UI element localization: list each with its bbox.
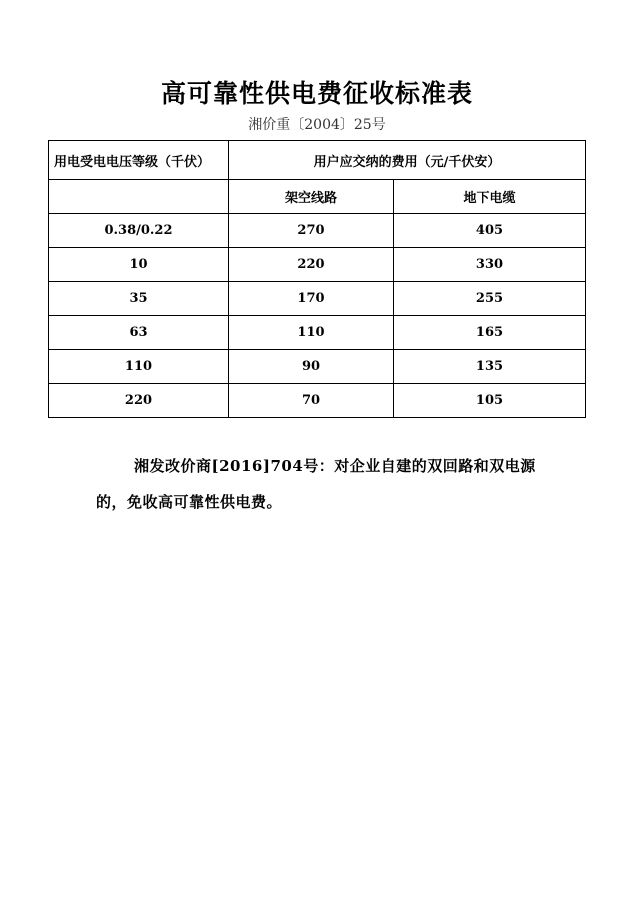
table-subheader-row xyxy=(49,180,586,214)
overhead-fee-cell: 220 xyxy=(229,248,394,282)
cable-fee-cell: 105 xyxy=(394,384,586,418)
overhead-fee-cell: 170 xyxy=(229,282,394,316)
cable-fee-cell: 405 xyxy=(394,214,586,248)
table-row xyxy=(49,350,586,384)
voltage-cell: 110 xyxy=(49,350,229,384)
table-row xyxy=(49,384,586,418)
overhead-fee-cell: 270 xyxy=(229,214,394,248)
voltage-cell: 10 xyxy=(49,248,229,282)
table-header-row xyxy=(49,141,586,180)
overhead-fee-cell: 90 xyxy=(229,350,394,384)
voltage-cell: 220 xyxy=(49,384,229,418)
overhead-fee-cell: 70 xyxy=(229,384,394,418)
exemption-note: 湘发改价商[2016]704号：对企业自建的双回路和双电源的，免收高可靠性供电费。 xyxy=(96,457,536,511)
cable-fee-cell: 135 xyxy=(394,350,586,384)
fee-header: 用户应交纳的费用（元/千伏安） xyxy=(229,141,586,180)
cable-fee-cell: 255 xyxy=(394,282,586,316)
document-number: 湘价重〔2004〕25号 xyxy=(248,117,386,133)
overhead-fee-cell: 110 xyxy=(229,316,394,350)
cable-fee-cell: 165 xyxy=(394,316,586,350)
voltage-cell: 0.38/0.22 xyxy=(49,214,229,248)
voltage-level-header: 用电受电电压等级（千伏） xyxy=(49,141,229,180)
empty-header-cell xyxy=(49,180,229,214)
voltage-cell: 35 xyxy=(49,282,229,316)
overhead-line-header: 架空线路 xyxy=(229,180,394,214)
table-row xyxy=(49,282,586,316)
table-row xyxy=(49,214,586,248)
voltage-cell: 63 xyxy=(49,316,229,350)
fee-standard-table xyxy=(48,140,586,418)
underground-cable-header: 地下电缆 xyxy=(394,180,586,214)
cable-fee-cell: 330 xyxy=(394,248,586,282)
table-row xyxy=(49,248,586,282)
page-title: 高可靠性供电费征收标准表 xyxy=(160,79,473,108)
table-row xyxy=(49,316,586,350)
